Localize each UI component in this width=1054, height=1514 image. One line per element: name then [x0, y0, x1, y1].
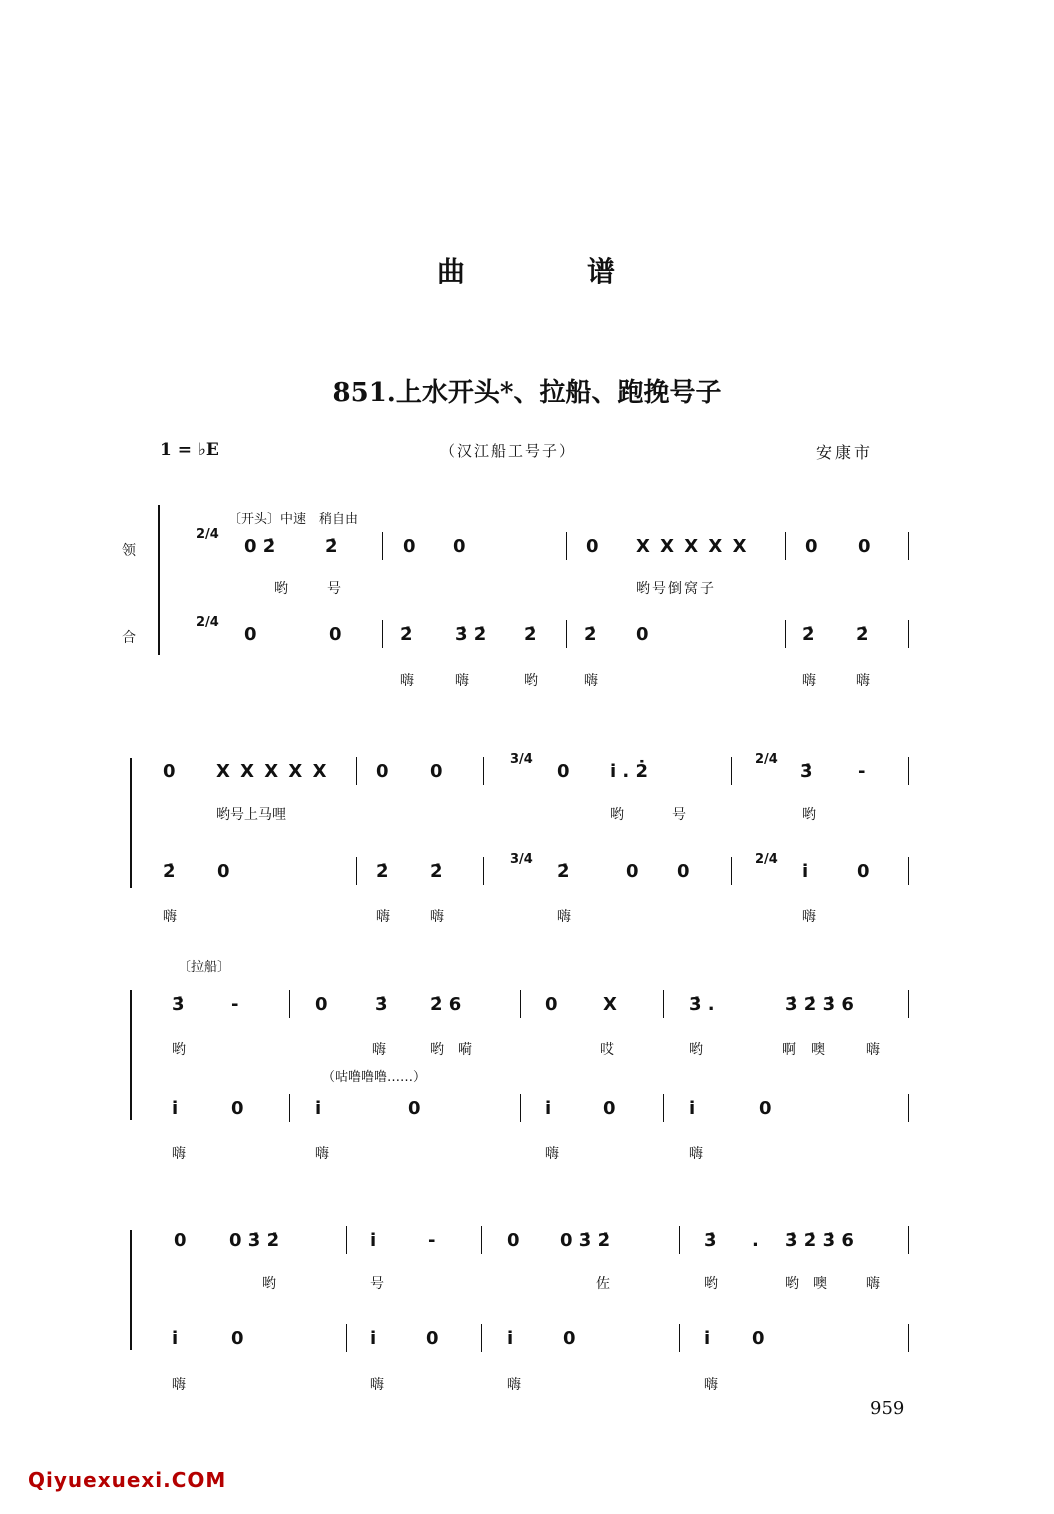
lyric: 嗨: [856, 673, 870, 689]
note: -: [858, 761, 866, 782]
note: 2̇: [524, 624, 537, 645]
barline: [520, 1094, 521, 1122]
lyric: 号: [370, 1276, 384, 1292]
note: 0: [557, 761, 570, 782]
note: 2̇ 6: [430, 994, 462, 1015]
barline: [356, 857, 357, 885]
lyric: 嗨: [866, 1042, 880, 1058]
lyric: 哟: [689, 1042, 703, 1058]
lyric: 哟: [430, 1042, 444, 1058]
note: 2̇: [325, 536, 338, 557]
note: 2̇: [430, 861, 443, 882]
barline: [289, 990, 290, 1018]
lyric: 嗨: [866, 1276, 880, 1292]
lyric: 佐: [596, 1276, 610, 1292]
lyric: 嗨: [376, 909, 390, 925]
lyric: 哟: [524, 673, 538, 689]
barline: [908, 532, 909, 560]
barline: [908, 620, 909, 648]
lyric: 哎: [600, 1042, 614, 1058]
lyric: 啊: [782, 1042, 796, 1058]
subtitle: （汉江船工号子）: [440, 442, 577, 460]
barline: [908, 990, 909, 1018]
annotation: （咕噜噜噜……）: [322, 1070, 427, 1085]
note: 3̇ 2̇ 3̇ 6: [785, 994, 854, 1015]
note: 3̇: [172, 994, 185, 1015]
lyric: 哟: [262, 1276, 276, 1292]
lyric: 嗨: [689, 1146, 703, 1162]
barline: [481, 1226, 482, 1254]
note: 0: [858, 536, 871, 557]
note: 2̇: [400, 624, 413, 645]
barline: [785, 620, 786, 648]
lyric: 嗨: [370, 1377, 384, 1393]
lyric: 嗨: [802, 909, 816, 925]
note: 0 2̇: [244, 536, 276, 557]
note: 0: [636, 624, 649, 645]
key-signature: 1 = ♭E: [160, 440, 219, 460]
time-signature: 2/4: [755, 852, 778, 867]
lyric: 哟: [785, 1276, 799, 1292]
system-bracket: [130, 990, 132, 1120]
lyric: 嗨: [557, 909, 571, 925]
barline: [346, 1324, 347, 1352]
lyric: 嗨: [163, 909, 177, 925]
note: 0: [759, 1098, 772, 1119]
barline: [382, 532, 383, 560]
lyric: 噢: [813, 1276, 827, 1292]
rhythm-note: X: [603, 994, 617, 1015]
lyric: 嗬: [458, 1042, 472, 1058]
time-signature: 3/4: [510, 852, 533, 867]
note: 0: [752, 1328, 765, 1349]
barline: [566, 620, 567, 648]
lyric: 嗨: [172, 1377, 186, 1393]
barline: [520, 990, 521, 1018]
lyric: 号: [672, 807, 686, 823]
barline: [481, 1324, 482, 1352]
song-title: 851.上水开头*、拉船、跑挽号子: [332, 378, 722, 408]
note: 0: [329, 624, 342, 645]
note: 0: [163, 761, 176, 782]
system-bracket: [158, 505, 160, 655]
rhythm-note: X X X X X: [216, 761, 329, 782]
barline: [731, 857, 732, 885]
lyric: 嗨: [372, 1042, 386, 1058]
note: i: [545, 1098, 552, 1119]
note: 0: [244, 624, 257, 645]
lyric: 嗨: [704, 1377, 718, 1393]
note: 2̇: [856, 624, 869, 645]
barline: [663, 1094, 664, 1122]
system-bracket: [130, 758, 132, 888]
voice-label-lead: 领: [122, 543, 136, 559]
barline: [663, 990, 664, 1018]
lyric: 嗨: [507, 1377, 521, 1393]
section-title: 曲 谱: [436, 255, 617, 288]
note: 0: [563, 1328, 576, 1349]
note: 3̇ 2̇: [455, 624, 487, 645]
tempo-mark: 〔拉船〕: [178, 960, 231, 975]
lyric: 嗨: [545, 1146, 559, 1162]
note: 2̇: [802, 624, 815, 645]
note: -: [428, 1230, 436, 1251]
note: i: [172, 1098, 179, 1119]
lyric: 哟: [274, 581, 288, 597]
note: 0: [507, 1230, 520, 1251]
note: 0: [545, 994, 558, 1015]
note: 0: [217, 861, 230, 882]
barline: [908, 857, 909, 885]
note: 3̇: [800, 761, 813, 782]
rhythm-note: X X X X X: [636, 536, 749, 557]
note: .: [752, 1230, 759, 1251]
note: 0 3̇ 2̇: [560, 1230, 611, 1251]
barline: [356, 757, 357, 785]
time-signature: 2/4: [196, 615, 219, 630]
lyric: 哟: [172, 1042, 186, 1058]
note: 2̇: [557, 861, 570, 882]
note: i: [370, 1230, 377, 1251]
time-signature: 2/4: [755, 752, 778, 767]
page-number: 959: [870, 1398, 905, 1419]
note: 0: [231, 1098, 244, 1119]
note: 2̇: [163, 861, 176, 882]
lyric: 嗨: [584, 673, 598, 689]
note: i: [370, 1328, 377, 1349]
barline: [785, 532, 786, 560]
note: 0: [857, 861, 870, 882]
note: 0: [403, 536, 416, 557]
note: i: [507, 1328, 514, 1349]
barline: [346, 1226, 347, 1254]
note: 3̇ .: [689, 994, 715, 1015]
note: 0: [376, 761, 389, 782]
barline: [731, 757, 732, 785]
lyric: 嗨: [430, 909, 444, 925]
tempo-mark: 〔开头〕中速 稍自由: [228, 512, 359, 527]
note: 0: [677, 861, 690, 882]
lyric: 哟: [802, 807, 816, 823]
lyric: 嗨: [802, 673, 816, 689]
note: i: [704, 1328, 711, 1349]
barline: [908, 1226, 909, 1254]
note: i . 2̇: [610, 761, 649, 782]
note: -: [231, 994, 239, 1015]
note: 3̇ 2̇ 3̇ 6: [785, 1230, 854, 1251]
note: 0: [426, 1328, 439, 1349]
origin-location: 安康市: [816, 443, 874, 462]
note: 0: [586, 536, 599, 557]
barline: [679, 1324, 680, 1352]
note: 0 3̇ 2̇: [229, 1230, 280, 1251]
note: 0: [603, 1098, 616, 1119]
note: 0: [315, 994, 328, 1015]
lyric: 哟: [610, 807, 624, 823]
lyric: 哟号上马哩: [216, 807, 286, 823]
note: i: [689, 1098, 696, 1119]
time-signature: 3/4: [510, 752, 533, 767]
voice-label-chorus: 合: [122, 630, 136, 646]
note: i: [802, 861, 809, 882]
barline: [679, 1226, 680, 1254]
lyric: 嗨: [315, 1146, 329, 1162]
barline: [908, 757, 909, 785]
lyric: 哟: [704, 1276, 718, 1292]
barline: [289, 1094, 290, 1122]
barline: [483, 857, 484, 885]
lyric: 嗨: [400, 673, 414, 689]
lyric: 嗨: [172, 1146, 186, 1162]
note: i: [172, 1328, 179, 1349]
system-bracket: [130, 1230, 132, 1350]
note: 0: [174, 1230, 187, 1251]
lyric: 号: [327, 581, 341, 597]
note: 3̇: [704, 1230, 717, 1251]
note: 0: [805, 536, 818, 557]
barline: [908, 1094, 909, 1122]
note: 0: [231, 1328, 244, 1349]
lyric: 噢: [811, 1042, 825, 1058]
note: i: [315, 1098, 322, 1119]
barline: [908, 1324, 909, 1352]
barline: [382, 620, 383, 648]
watermark: Qiyuexuexi.COM: [28, 1468, 227, 1492]
note: 0: [430, 761, 443, 782]
note: 2̇: [584, 624, 597, 645]
note: 0: [626, 861, 639, 882]
note: 3̇: [375, 994, 388, 1015]
barline: [483, 757, 484, 785]
barline: [566, 532, 567, 560]
lyric: 哟号倒窝子: [636, 581, 716, 597]
note: 0: [408, 1098, 421, 1119]
lyric: 嗨: [455, 673, 469, 689]
note: 0: [453, 536, 466, 557]
note: 2̇: [376, 861, 389, 882]
time-signature: 2/4: [196, 527, 219, 542]
